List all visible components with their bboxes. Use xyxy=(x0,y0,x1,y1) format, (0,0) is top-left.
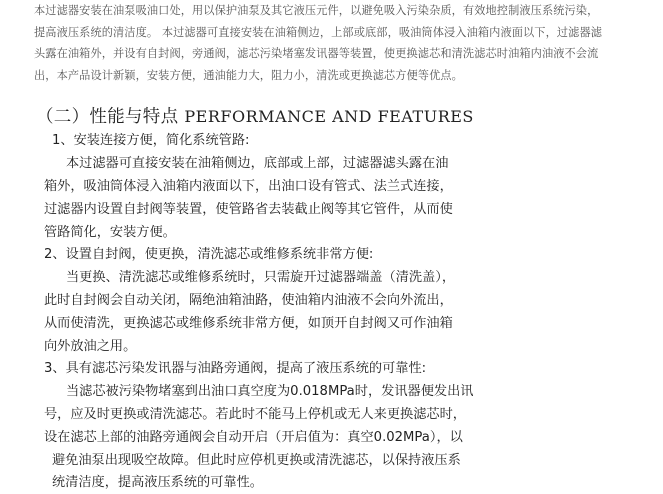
intro-line: 出，本产品设计新颖，安装方便，通油能力大，阻力小，清洗或更换滤芯方便等优点。 xyxy=(34,68,463,82)
feature-line: 向外放油之用。 xyxy=(44,339,137,354)
feature-line: 此时自封阀会自动关闭，隔绝油箱油路，使油箱内油液不会向外流出， xyxy=(44,293,453,308)
feature-line: 统清洁度，提高液压系统的可靠性。 xyxy=(52,475,263,490)
feature-line: 箱外，吸油筒体浸入油箱内液面以下，出油口设有管式、法兰式连接， xyxy=(44,179,453,194)
feature-2-heading: 2、设置自封阀，使更换，清洗滤芯或维修系统非常方便: xyxy=(44,247,374,262)
intro-line: 提高液压系统的清洁度。 本过滤器可直接安装在油箱侧边，上部或底部，吸油筒体浸入油箱内液面以下，过滤器滤 xyxy=(34,25,603,39)
feature-line: 管路简化，安装方便。 xyxy=(44,225,176,240)
feature-line: 从而使清洗，更换滤芯或维修系统非常方便，如顶开自封阀又可作油箱 xyxy=(44,316,453,331)
feature-line: 设在滤芯上部的油路旁通阀会自动开启（开启值为：真空0.02MPa），以 xyxy=(44,430,463,445)
feature-line: 号，应及时更换或清洗滤芯。若此时不能马上停机或无人来更换滤芯时， xyxy=(44,407,466,422)
section-heading-en: PERFORMANCE AND FEATURES xyxy=(184,107,474,126)
feature-3-heading: 3、具有滤芯污染发讯器与油路旁通阀，提高了液压系统的可靠性: xyxy=(44,361,427,376)
feature-line: 本过滤器可直接安装在油箱侧边，底部或上部，过滤器滤头露在油 xyxy=(66,156,449,171)
intro-line: 头露在油箱外，并设有自封阀，旁通阀，滤芯污染堵塞发讯器等装置，使更换滤芯和清洗滤芯时油箱内油液不会流 xyxy=(34,47,599,60)
intro-paragraph xyxy=(34,0,654,86)
feature-1-heading: 1、安装连接方便，简化系统管路: xyxy=(52,133,250,148)
section-heading-cn: （二）性能与特点 xyxy=(36,107,179,127)
intro-line: 本过滤器安装在油泵吸油口处，用以保护油泵及其它液压元件，以避免吸入污染杂质，有效地控制液压系统污染， xyxy=(34,4,599,17)
feature-line: 过滤器内设置自封阀等装置，使管路省去装截止阀等其它管件，从而使 xyxy=(44,202,453,217)
feature-line: 当更换、清洗滤芯或维修系统时，只需旋开过滤器端盖（清洗盖）， xyxy=(66,270,456,285)
section-heading xyxy=(36,103,474,128)
feature-line: 避免油泵出现吸空故障。但此时应停机更换或清洗滤芯，以保持液压系 xyxy=(52,453,461,468)
feature-line: 当滤芯被污染物堵塞到出油口真空度为0.018MPa时，发讯器便发出讯 xyxy=(66,384,474,399)
